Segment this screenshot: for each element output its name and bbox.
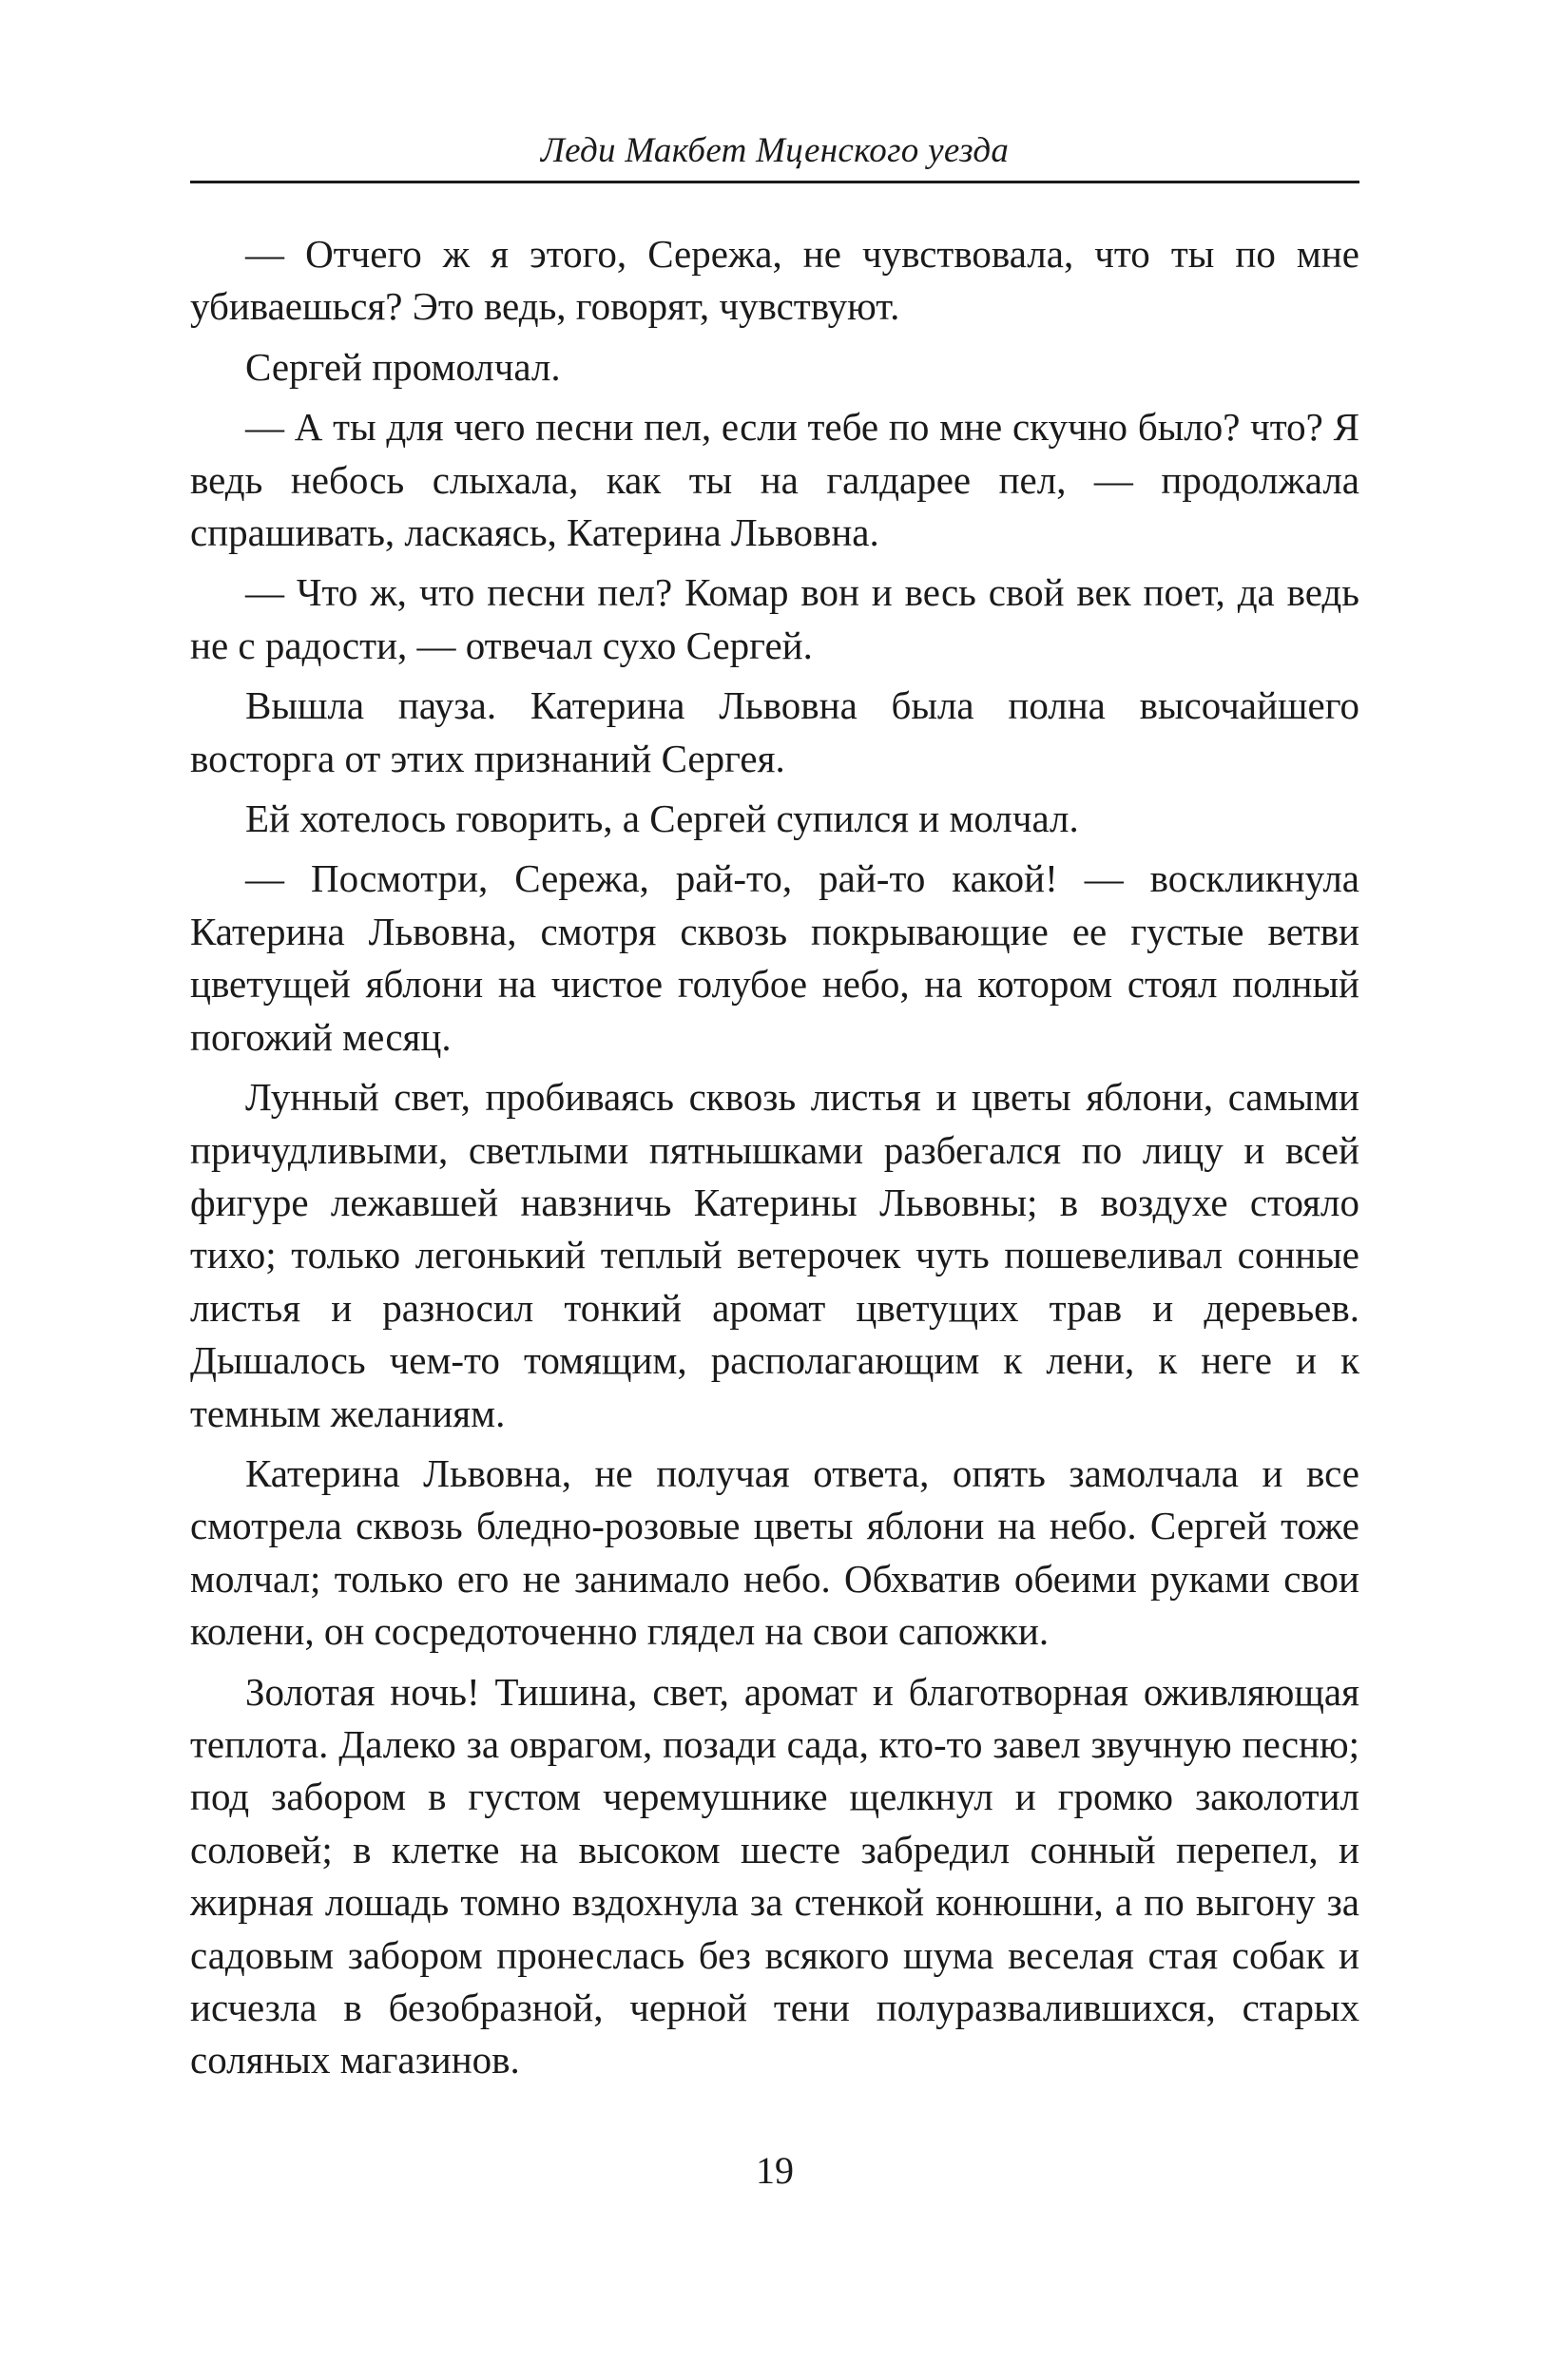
paragraph: — Отчего ж я этого, Сережа, не чувствовала, что ты по мне убиваешься? Это ведь, говорят, чувствуют. xyxy=(190,232,1359,329)
paragraph: Катерина Львовна, не получая ответа, опять замолчала и все смотрела сквозь бледно-розовые цветы яблони на небо. Сергей тоже молчал; только его не занимало небо. Обхватив обеими руками свои колени, он сосредоточенно глядел на свои сапожки. xyxy=(190,1450,1359,1654)
paragraph: Ей хотелось говорить, а Сергей супился и молчал. xyxy=(245,797,1079,841)
paragraph: Сергей промолчал. xyxy=(245,344,561,389)
paragraph: — Посмотри, Сережа, рай-то, рай-то какой! — воскликнула Катерина Львовна, смотря сквозь покрывающие ее густые ветви цветущей яблони на чистое голубое небо, на котором стоял полный погожий месяц. xyxy=(190,856,1359,1059)
paragraph: — Что ж, что песни пел? Комар вон и весь свой век поет, да ведь не с радости, — отвечал сухо Сергей. xyxy=(190,570,1359,667)
paragraph: Золотая ночь! Тишина, свет, аромат и благотворная оживляющая теплота. Далеко за оврагом, позади сада, кто-то завел звучную песню; под забором в густом черемушнике щелкнул и громко заколотил соловей; в клетке на высоком шесте забредил сонный перепел, и жирная лошадь томно вздохнула за стенкой конюшни, а по выгону за садовым забором пронеслась без всякого шума веселая стая собак и исчезла в безобразной, черной тени полуразвалившихся, старых соляных магазинов. xyxy=(190,1669,1359,2082)
paragraph: Лунный свет, пробиваясь сквозь листья и цветы яблони, самыми причудливыми, светлыми пятнышками разбегался по лицу и всей фигуре лежавшей навзничь Катерины Львовны; в воздухе стояло тихо; только легонький теплый ветерочек чуть пошевеливал сонные листья и разносил тонкий аромат цветущих трав и деревьев. Дышалось чем-то томящим, располагающим к лени, к неге и к темным желаниям. xyxy=(190,1075,1359,1435)
paragraph: Вышла пауза. Катерина Львовна была полна высочайшего восторга от этих признаний Сергея. xyxy=(190,683,1359,780)
page-number: 19 xyxy=(756,2149,794,2192)
body-text xyxy=(190,228,1359,2095)
header-rule xyxy=(190,181,1359,183)
paragraph: — А ты для чего песни пел, если тебе по мне скучно было? что? Я ведь небось слыхала, как ты на галдарее пел, — продолжала спрашивать, ласкаясь, Катерина Львовна. xyxy=(190,405,1359,555)
running-head: Леди Макбет Мценского уезда xyxy=(540,131,1010,170)
